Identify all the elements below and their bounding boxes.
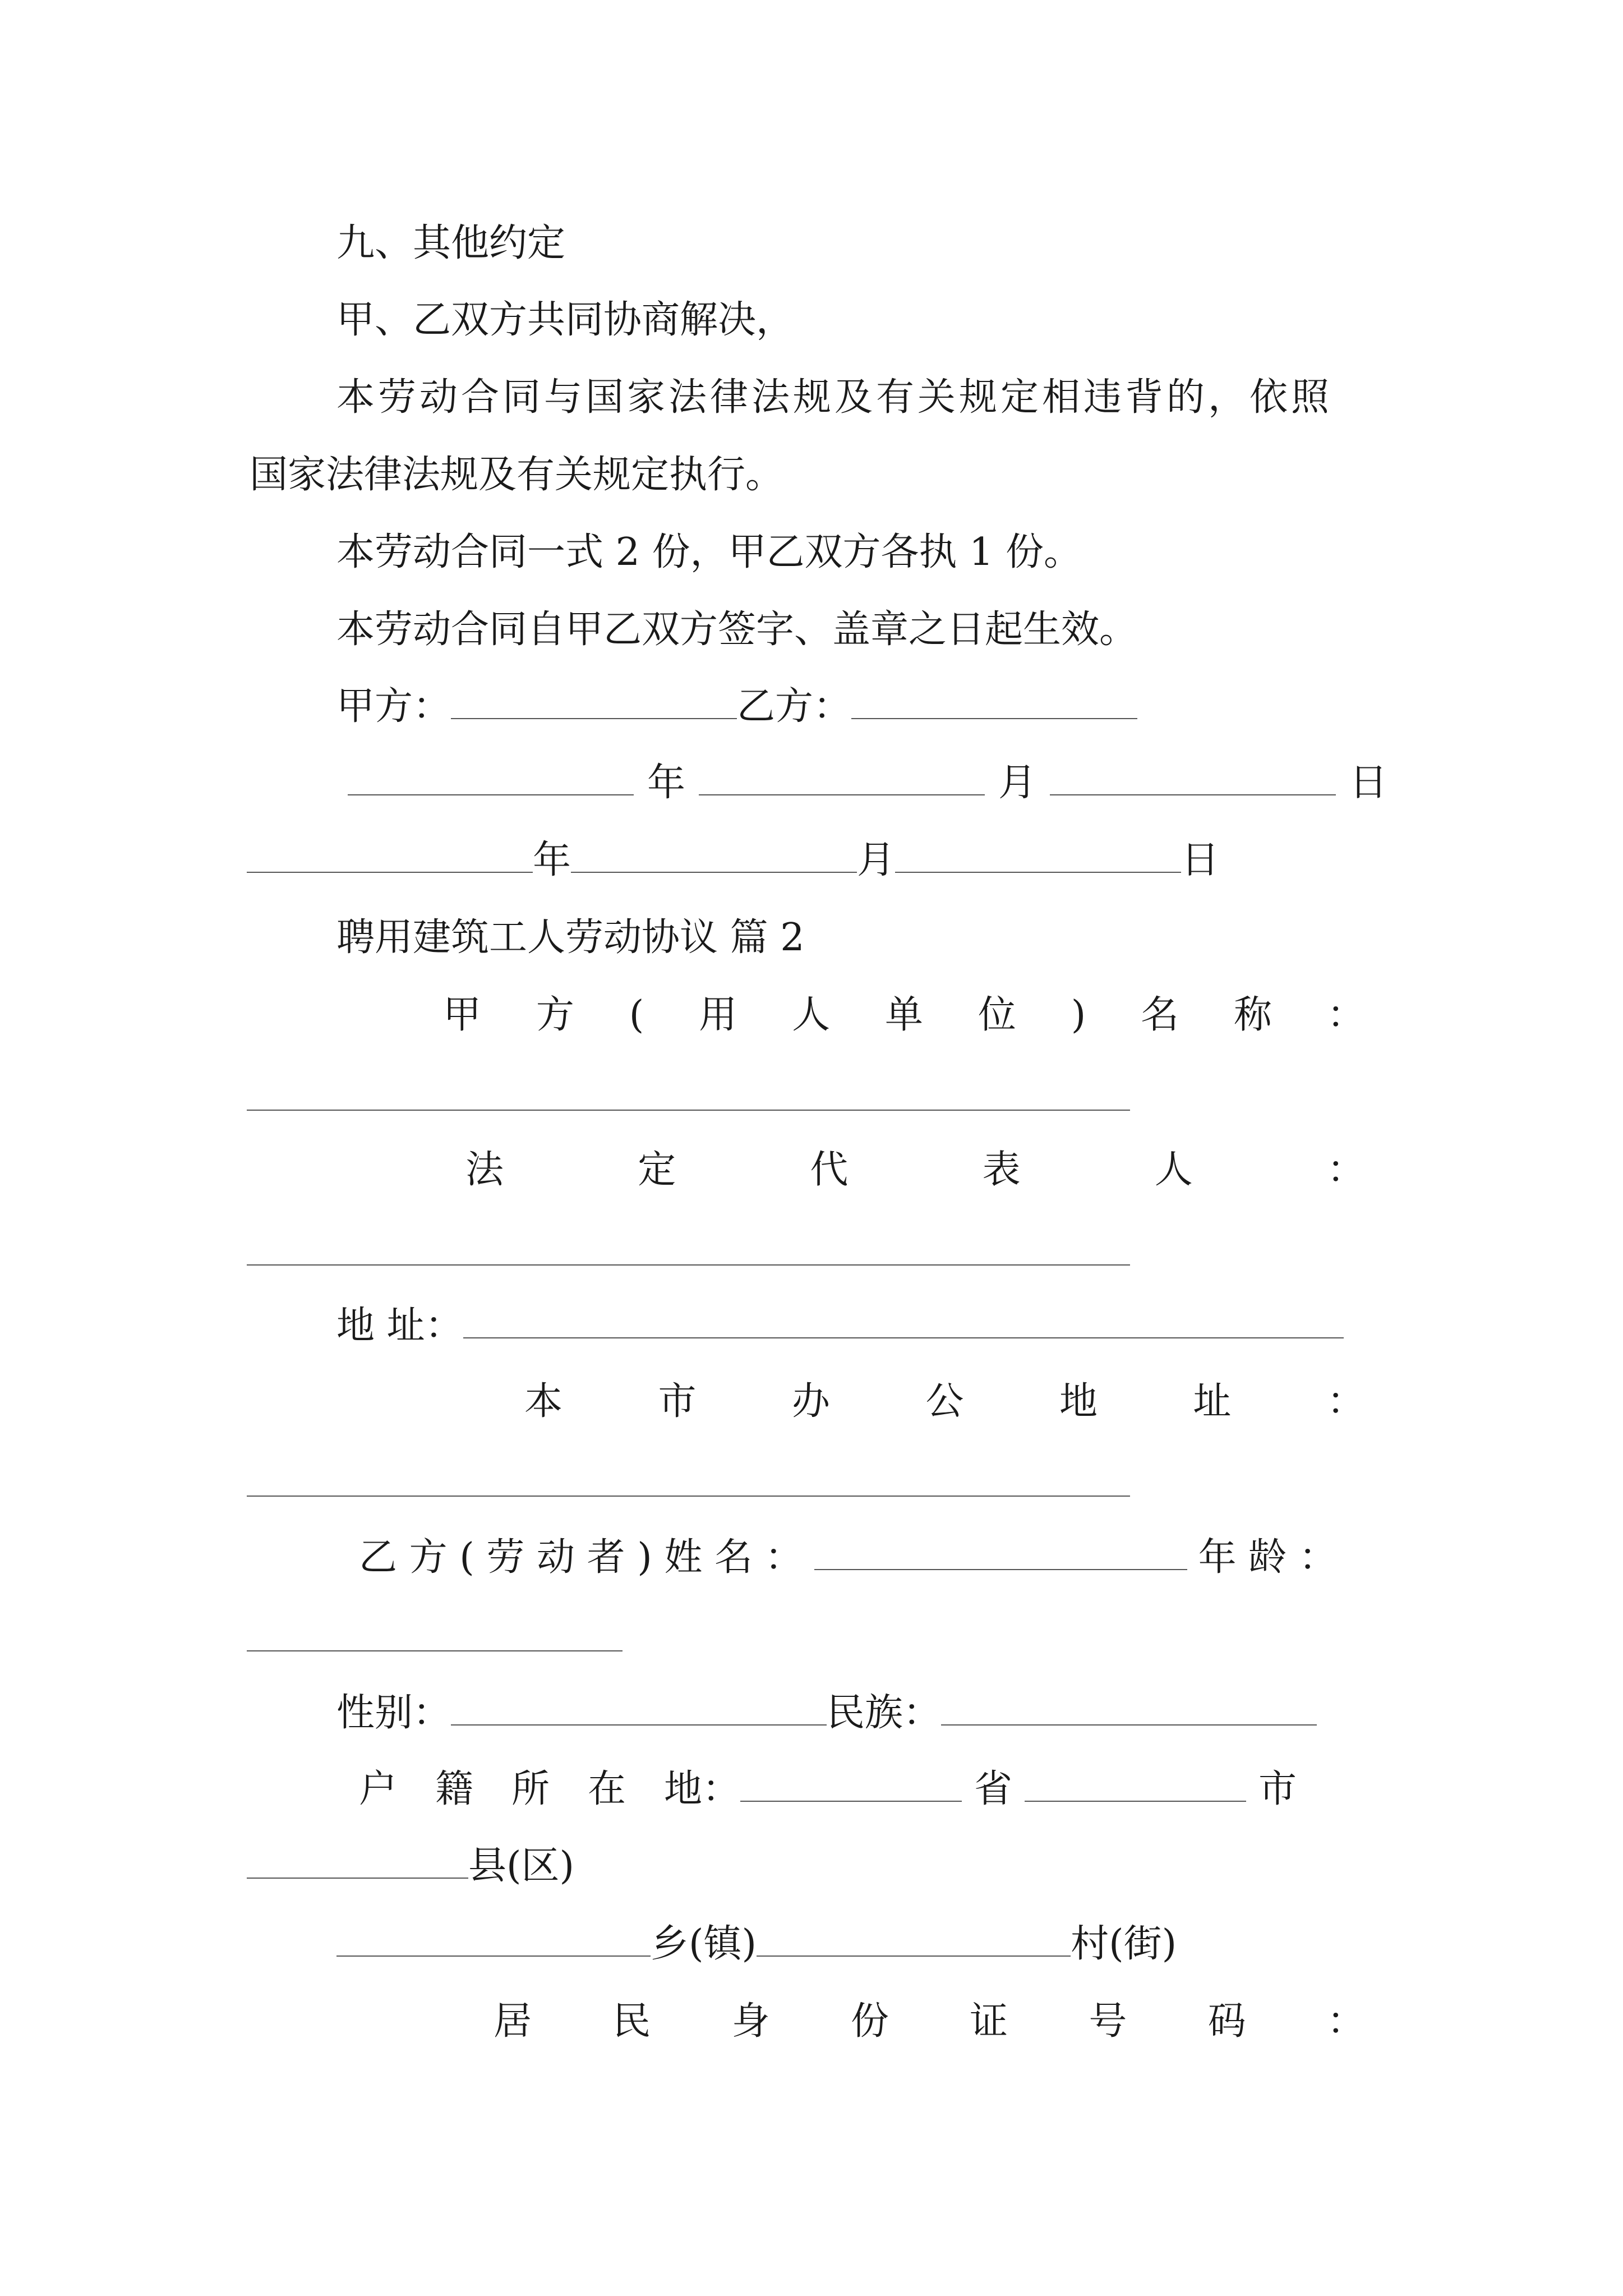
city-blank[interactable]	[1025, 1800, 1246, 1802]
char: 市	[658, 1379, 697, 1424]
gender-blank[interactable]	[451, 1724, 827, 1726]
office-address-label	[524, 1379, 1365, 1424]
char: 本	[524, 1379, 563, 1424]
party-b-label: 乙方：	[737, 684, 852, 729]
paragraph: 甲、乙双方共同协商解决，	[336, 298, 795, 342]
ethnicity-blank[interactable]	[941, 1724, 1317, 1726]
legal-rep-label	[465, 1148, 1365, 1192]
employer-name-blank[interactable]	[247, 1110, 1130, 1111]
village-label: 村(街)	[1071, 1922, 1177, 1966]
year-label: 年	[533, 838, 571, 882]
address-line	[336, 1304, 1344, 1348]
char: 公	[925, 1379, 964, 1424]
paragraph: 国家法律法规及有关规定执行。	[250, 453, 784, 497]
char: ：	[1326, 993, 1365, 1037]
paragraph: 本劳动合同自甲乙双方签字、盖章之日起生效。	[336, 608, 1138, 652]
employer-name-label	[443, 993, 1365, 1037]
char: 身	[731, 1999, 770, 2044]
char: 证	[970, 1999, 1008, 2044]
char: 用	[699, 993, 737, 1037]
county-label: 县(区)	[468, 1844, 575, 1888]
char: )	[1071, 993, 1086, 1037]
month-label: 月	[857, 838, 896, 882]
legal-rep-blank[interactable]	[247, 1264, 1130, 1266]
age-label: 年 龄 ：	[1198, 1535, 1337, 1580]
char: 号	[1089, 1999, 1127, 2044]
char: 甲	[443, 993, 482, 1037]
worker-name-line	[359, 1535, 1337, 1580]
char: 定	[638, 1148, 676, 1192]
char: 代	[810, 1148, 849, 1192]
city-label: 市	[1258, 1767, 1297, 1811]
township-blank[interactable]	[336, 1955, 651, 1957]
province-blank[interactable]	[740, 1800, 962, 1802]
char: 人	[1154, 1148, 1193, 1192]
age-blank[interactable]	[247, 1650, 623, 1651]
year-blank[interactable]	[247, 871, 533, 873]
village-blank[interactable]	[757, 1955, 1071, 1957]
char: 办	[791, 1379, 830, 1424]
party-a-label: 甲方：	[336, 684, 451, 729]
signature-line	[336, 684, 1137, 729]
id-number-label	[494, 1999, 1365, 2044]
char: 地	[1059, 1379, 1098, 1424]
worker-name-label: 乙 方 ( 劳 动 者 ) 姓 名 ：	[359, 1535, 803, 1580]
gender-label: 性别：	[336, 1691, 451, 1735]
county-blank[interactable]	[247, 1877, 468, 1879]
char: 名	[1141, 993, 1179, 1037]
char: 称	[1234, 993, 1272, 1037]
household-line	[359, 1767, 1297, 1811]
date-line	[247, 838, 1220, 882]
char: 份	[850, 1999, 889, 2044]
article-heading: 聘用建筑工人劳动协议 篇 2	[336, 915, 805, 960]
address-label: 地 址：	[336, 1304, 463, 1348]
office-address-blank[interactable]	[247, 1496, 1130, 1497]
char: 法	[465, 1148, 504, 1192]
day-label: 日	[1349, 761, 1388, 805]
day-label: 日	[1181, 838, 1220, 882]
char: 码	[1207, 1999, 1246, 2044]
province-label: 省	[974, 1767, 1013, 1811]
month-blank[interactable]	[699, 794, 985, 795]
day-blank[interactable]	[895, 871, 1181, 873]
household-label: 户 籍 所 在 地：	[359, 1767, 741, 1811]
date-line	[348, 761, 1388, 805]
party-a-blank[interactable]	[451, 717, 737, 719]
township-label: 乡(镇)	[651, 1922, 757, 1966]
county-line	[247, 1844, 575, 1888]
paragraph: 本劳动合同一式 2 份，甲乙双方各执 1 份。	[336, 530, 1082, 574]
year-label: 年	[647, 761, 686, 805]
address-blank[interactable]	[463, 1337, 1344, 1338]
year-blank[interactable]	[348, 794, 634, 795]
month-label: 月	[998, 761, 1037, 805]
char: ：	[1326, 1148, 1365, 1192]
char: 址	[1193, 1379, 1232, 1424]
char: 居	[494, 1999, 532, 2044]
char: 表	[982, 1148, 1021, 1192]
char: (	[629, 993, 644, 1037]
gender-line	[336, 1691, 1317, 1735]
char: 民	[612, 1999, 651, 2044]
char: 位	[978, 993, 1016, 1037]
char: 方	[536, 993, 574, 1037]
section-heading: 九、其他约定	[336, 221, 566, 265]
char: 单	[884, 993, 923, 1037]
worker-name-blank[interactable]	[814, 1568, 1187, 1570]
party-b-blank[interactable]	[851, 717, 1137, 719]
char: ：	[1326, 1999, 1365, 2044]
day-blank[interactable]	[1050, 794, 1336, 795]
paragraph: 本劳动合同与国家法律法规及有关规定相违背的，依照	[336, 375, 1333, 420]
char: ：	[1326, 1379, 1365, 1424]
char: 人	[792, 993, 831, 1037]
month-blank[interactable]	[571, 871, 857, 873]
township-line	[336, 1922, 1177, 1966]
ethnicity-label: 民族：	[827, 1691, 942, 1735]
